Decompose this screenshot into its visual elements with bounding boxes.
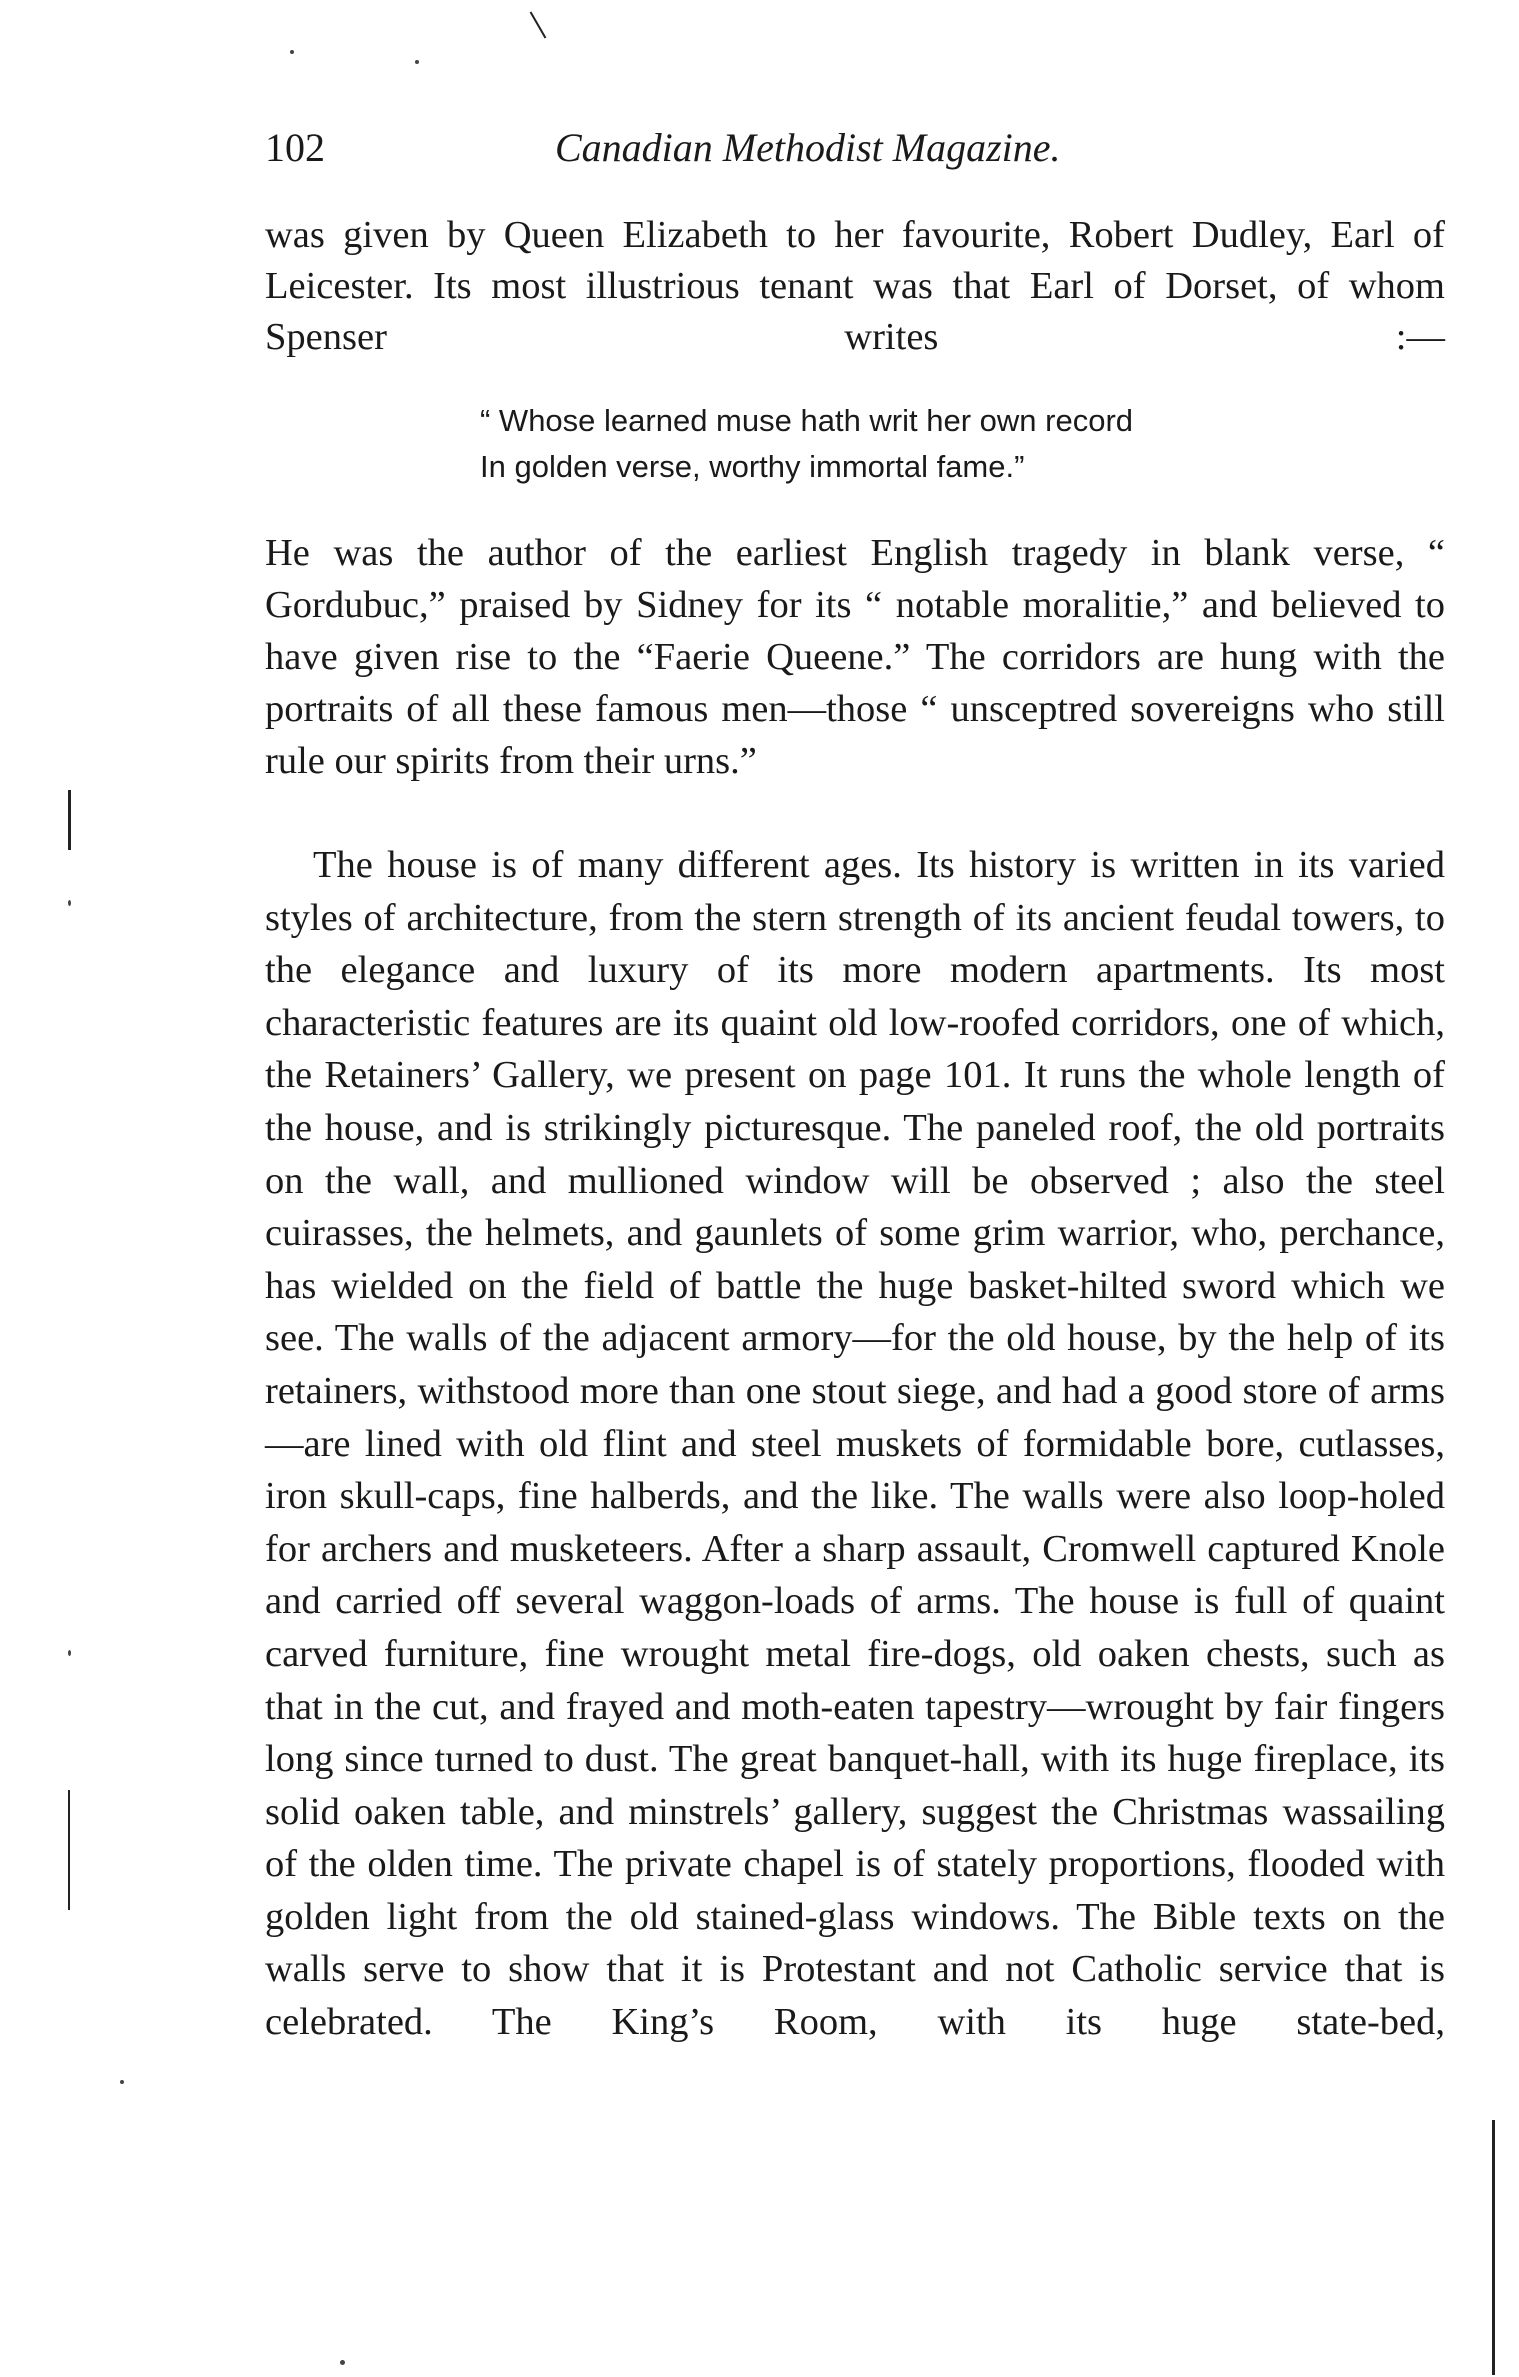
scan-artifact-dot <box>68 1650 71 1656</box>
scan-artifact-line <box>1492 2120 1495 2375</box>
paragraph-continued: was given by Queen Elizabeth to her favourite, Robert Dudley, Earl of Leicester. Its most illustrious tenant was that Earl of Dorset, of whom Spenser writes :— <box>265 214 1445 358</box>
scan-artifact-dot <box>120 2080 124 2084</box>
paragraph: The house is of many different ages. Its history is written in its varied styles of architecture, from the stern strength of its ancient feudal towers, to the elegance and luxury of its more modern apartments. Its most characteristic features are its quaint old low-roofed corridors, one of which, the Retainers’ Gallery, we present on page 101. It runs the whole length of the house, and is strikingly picturesque. The paneled roof, the old portraits on the wall, and mullioned window will be observed ; also the steel cuirasses, the helmets, and gaunlets of some grim warrior, who, perchance, has wielded on the field of battle the huge basket-hilted sword which we see. The walls of the adjacent armory—for the old house, by the help of its retainers, withstood more than one stout siege, and had a good store of arms—are lined with old flint and steel muskets of formidable bore, cutlasses, iron skull-caps, fine halberds, and the like. The walls were also loop-holed for archers and musketeers. After a sharp assault, Cromwell captured Knole and carried off several waggon-loads of arms. The house is full of quaint carved furniture, fine wrought metal fire-dogs, old oaken chests, such as that in the cut, and frayed and moth-eaten tapestry—wrought by fair fingers long since turned to dust. The great banquet-hall, with its huge fireplace, its solid oaken table, and minstrels’ gallery, suggest the Christmas wassailing of the olden time. The private chapel is of stately proportions, flooded with golden light from the old stained-glass windows. The Bible texts on the walls serve to show that it is Protestant and not Catholic service that is celebrated. The King’s Room, with its huge state-bed, <box>265 844 1445 2044</box>
scan-artifact-line <box>530 12 547 39</box>
scan-artifact-line <box>68 790 71 850</box>
scan-artifact-dot <box>290 50 294 54</box>
scan-artifact-line <box>68 1790 70 1910</box>
poetry-quote <box>480 398 1360 490</box>
scan-artifact-dot <box>340 2360 345 2365</box>
quote-line: In golden verse, worthy immortal fame.” <box>480 449 1025 484</box>
paragraph: He was the author of the earliest English tragedy in blank verse, “ Gordubuc,” praised by Sidney for its “ notable moralitie,” and believed to have given rise to the “Faerie Queene.” The corridors are hung with the portraits of all these famous men—those “ unsceptred sovereigns who still rule our spirits from their urns.” <box>265 532 1445 782</box>
page-header <box>265 118 1445 178</box>
page-number: 102 <box>265 125 325 170</box>
running-title: Canadian Methodist Magazine. <box>555 125 1061 170</box>
quote-line: “ Whose learned muse hath writ her own record <box>480 403 1134 438</box>
scan-artifact-dot <box>415 60 419 64</box>
scan-artifact-dot <box>68 900 71 906</box>
